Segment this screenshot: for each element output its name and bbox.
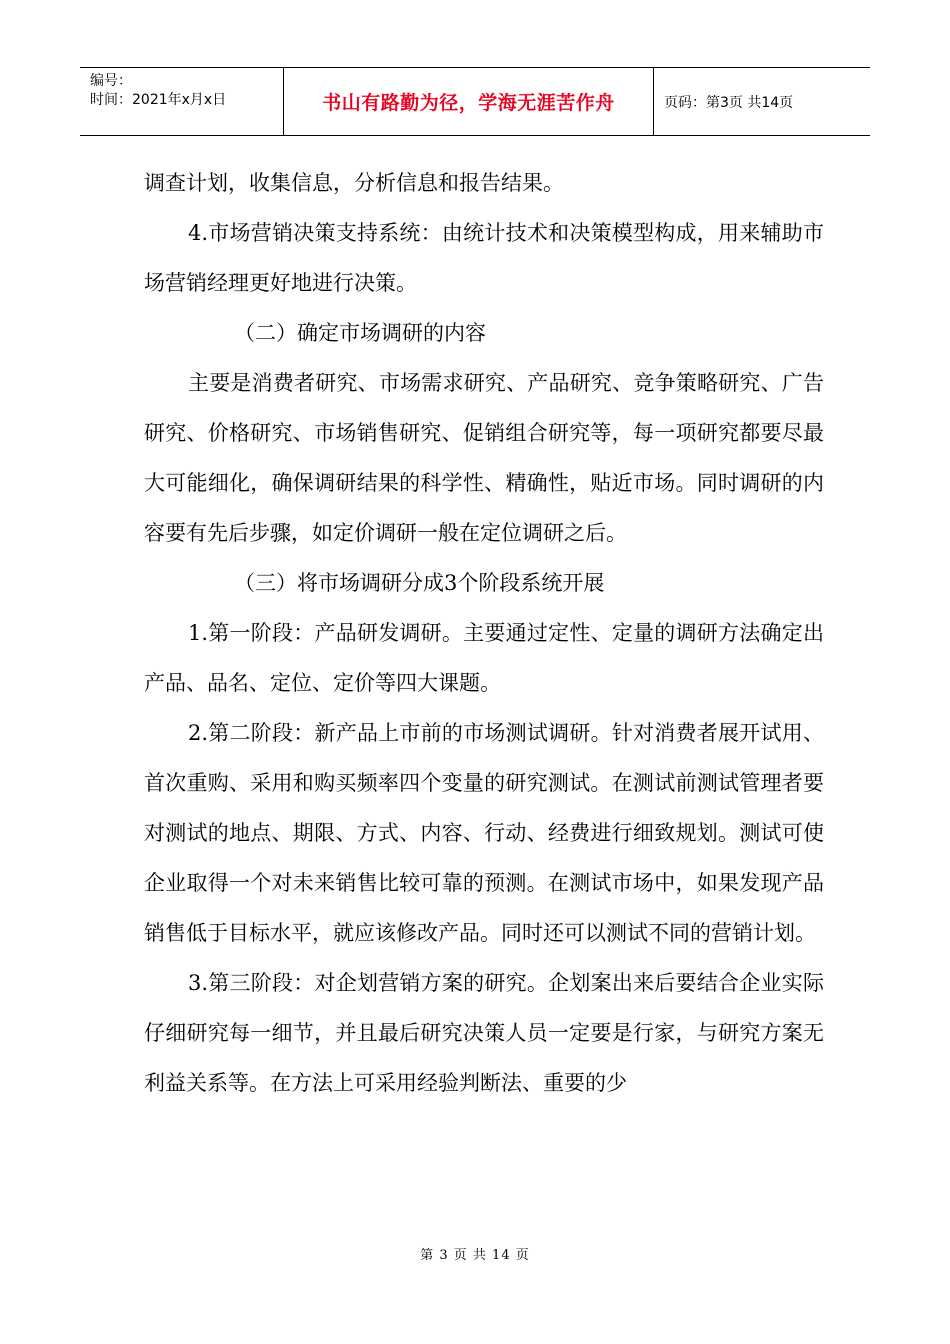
page-footer: 第 3 页 共 14 页	[420, 1248, 530, 1263]
paragraph: 调查计划，收集信息，分析信息和报告结果。	[144, 171, 564, 195]
paragraph: 3.第三阶段：对企划营销方案的研究。企划案出来后要结合企业实际仔细研究每一细节，并且最后研究决策人员一定要是行家，与研究方案无利益关系等。在方法上可采用经验判断法、重要的少	[144, 971, 824, 1095]
paragraph: 2.第二阶段：新产品上市前的市场测试调研。针对消费者展开试用、首次重购、采用和购买频率四个变量的研究测试。在测试前测试管理者要对测试的地点、期限、方式、内容、行动、经费进行细致规划。测试可使企业取得一个对未来销售比较可靠的预测。在测试市场中，如果发现产品销售低于目标水平，就应该修改产品。同时还可以测试不同的营销计划。	[144, 721, 824, 945]
paragraph: 1.第一阶段：产品研发调研。主要通过定性、定量的调研方法确定出产品、品名、定位、定价等四大课题。	[144, 621, 824, 695]
document-time-label: 时间：2021年x月x日	[90, 92, 227, 108]
section-heading: （三）将市场调研分成3个阶段系统开展	[234, 571, 605, 595]
section-heading: （二）确定市场调研的内容	[234, 321, 486, 345]
document-number-label: 编号：	[90, 73, 132, 89]
page-header	[80, 67, 870, 136]
document-body	[144, 158, 824, 1108]
header-motto: 书山有路勤为径，学海无涯苦作舟	[284, 68, 654, 135]
paragraph: 4.市场营销决策支持系统：由统计技术和决策模型构成，用来辅助市场营销经理更好地进行决策。	[144, 221, 824, 295]
paragraph: 主要是消费者研究、市场需求研究、产品研究、竞争策略研究、广告研究、价格研究、市场销售研究、促销组合研究等，每一项研究都要尽最大可能细化，确保调研结果的科学性、精确性，贴近市场。同时调研的内容要有先后步骤，如定价调研一般在定位调研之后。	[144, 371, 824, 545]
header-meta-cell	[80, 68, 284, 135]
header-page-code: 页码：第3页 共14页	[664, 94, 794, 111]
